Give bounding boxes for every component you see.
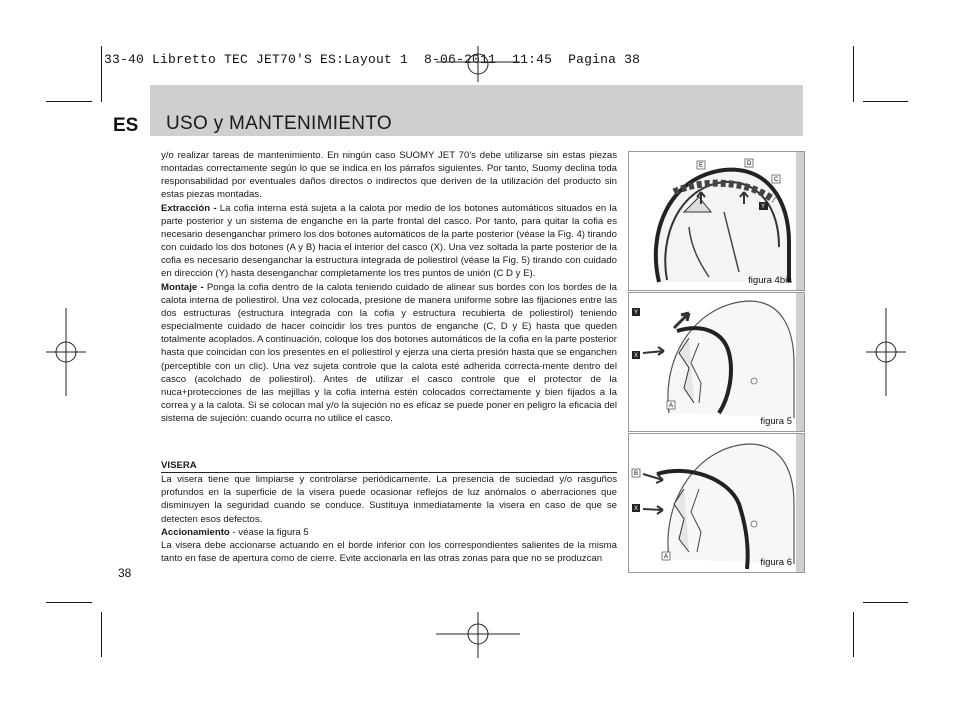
montaje-paragraph xyxy=(161,281,617,426)
figure-caption: figura 4bis xyxy=(748,275,792,286)
page-number: 38 xyxy=(118,566,132,580)
figure-side-strip xyxy=(796,293,804,431)
visera-closing-paragraph: La visera debe accionarse actuando en el borde inferior con los correspondientes salientes de la misma tanto en fase de apertura como de cierre. Evite accionarla en las otras zonas para que no se produzcan xyxy=(161,539,617,565)
crop-mark xyxy=(853,46,854,102)
print-header: 33-40 Libretto TEC JET70'S ES:Layout 1 8-06-2011 11:45 Pagina 38 xyxy=(104,52,641,67)
helmet-illustration xyxy=(629,434,795,572)
montaje-text: Ponga la cofia dentro de la calota teniendo cuidado de alinear sus bordes con los bordes de la calota interna de poliestirol. Una vez colocada, presione de manera uniforme sobre las fijaciones entre las dos estructuras (estructura integrada con la cofia y estructura recubierta de poliestirol) teniendo especialmente cuidado de hacer coincidir los tres puntos de enganche (C, D y E) hasta que queden totalmente acoplados. A continuación, coloque los dos botones automáticos de la cofia en la parte posterior hasta que coincidan con los presentes en el poliestirol y ejerza una cierta presión hasta que se enganchen (perceptible con un clic). Una vez sujeta controle que la calota esté adherida correcta-mente dentro del casco (acolchado de poliestirol). Antes de utilizar el casco controle que el protector de la nuca+protecciones de las mejillas y la cofia interna estén colocados correctamente y bien fijados a la correa y a la calota. Si se colocan mal y/o la sujeción no es eficaz se puede poner en peligro la eficacia del sistema de sujeción: cuando ocurra no utilice el casco. xyxy=(161,281,617,425)
figure-caption: figura 6 xyxy=(760,557,792,568)
marker-c: C xyxy=(774,177,779,183)
helmet-illustration xyxy=(629,293,795,431)
marker-b: B xyxy=(634,471,639,477)
extraccion-text: La cofia interna está sujeta a la calota por medio de los botones automáticos situados en la parte posterior y un sistema de enganche en la parte frontal del casco. Por tanto, para quitar la cofia es necesario desenganchar primero los dos botones automáticos de la parte posterior (véase la Fig. 4) tirando con cuidado los dos botones (A y B) hacia el interior del casco (X). Una vez soltada la parte posterior de la cofia es necesario desenganchar la estructura integrada de poliestirol (véase la Fig. 5) tirando con cuidado en dirección (Y) hasta desenganchar completamente los tres puntos de unión (C D y E). xyxy=(161,202,617,280)
crop-mark xyxy=(46,602,92,603)
crop-mark xyxy=(863,602,908,603)
visera-section xyxy=(161,459,617,565)
registration-mark-right xyxy=(866,308,906,396)
registration-mark-bottom xyxy=(436,612,520,658)
marker-a: A xyxy=(664,554,669,560)
extraccion-paragraph xyxy=(161,202,617,281)
crop-mark xyxy=(853,612,854,657)
marker-d: D xyxy=(747,161,752,167)
marker-a: A xyxy=(669,403,674,409)
marker-y: Y xyxy=(761,204,766,210)
helmet-illustration xyxy=(629,152,795,290)
registration-mark-top xyxy=(436,46,520,86)
montaje-label: Montaje - xyxy=(161,281,204,293)
body-text xyxy=(161,149,617,425)
accionamiento-text: - véase la figura 5 xyxy=(229,526,309,538)
section-header-bar xyxy=(150,85,803,136)
figure-side-strip xyxy=(796,434,804,572)
section-title: USO y MANTENIMIENTO xyxy=(166,113,392,134)
marker-x: X xyxy=(634,506,639,512)
crop-mark xyxy=(46,101,92,102)
accionamiento-label: Accionamiento xyxy=(161,526,230,538)
intro-paragraph: y/o realizar tareas de mantenimiento. En ningún caso SUOMY JET 70's debe utilizarse sin estas piezas montadas correctamente según lo que se indica en los párrafos siguientes. Por tanto, Suomy declina toda responsabilidad por eventuales daños directos o indirectos que deriven de la utilización del producto sin estas piezas montadas. xyxy=(161,150,617,201)
marker-x: X xyxy=(634,353,639,359)
figure-5 xyxy=(628,292,805,432)
marker-y: Y xyxy=(634,310,639,316)
extraccion-label: Extracción - xyxy=(161,202,217,214)
crop-mark xyxy=(101,46,102,102)
figure-6 xyxy=(628,433,805,573)
accionamiento-paragraph xyxy=(161,526,617,539)
marker-e: E xyxy=(699,163,704,169)
registration-mark-left xyxy=(46,308,86,396)
figure-caption: figura 5 xyxy=(760,416,792,427)
visera-paragraph: La visera tiene que limpiarse y controlarse periódicamente. La presencia de suciedad y/o rasguños profundos en la superficie de la visera puede ocasionar reflejos de luz anómalos o aberraciones que disminuyen la seguridad cuando se conduce. Sustituya inmediatamente la visera en caso de que se detecten esos defectos. xyxy=(161,474,617,525)
figure-4bis xyxy=(628,151,805,291)
crop-mark xyxy=(101,612,102,657)
crop-mark xyxy=(863,101,908,102)
language-tag: ES xyxy=(113,115,139,136)
figure-side-strip xyxy=(796,152,804,290)
visera-heading: VISERA xyxy=(161,459,617,473)
